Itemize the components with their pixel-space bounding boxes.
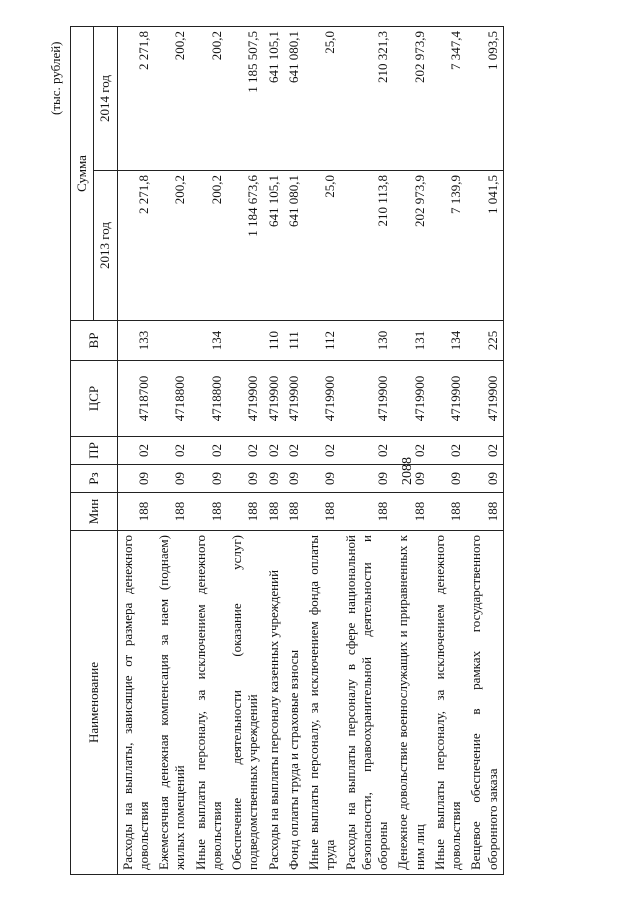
budget-table (70, 26, 504, 875)
cell-min: 188 (466, 493, 503, 531)
cell-csr: 4718800 (191, 361, 228, 437)
cell-2013: 641 105,1 (264, 171, 284, 321)
cell-2014: 1 093,5 (466, 27, 503, 171)
table-row (227, 27, 264, 875)
cell-pr: 02 (466, 437, 503, 465)
header-sum: Сумма (71, 27, 94, 321)
cell-2014: 210 321,3 (341, 27, 394, 171)
cell-2014: 25,0 (304, 27, 341, 171)
header-name: Наименование (71, 531, 118, 875)
cell-vr: 111 (284, 321, 304, 361)
cell-pr: 02 (117, 437, 154, 465)
cell-vr: 225 (466, 321, 503, 361)
cell-name: Иные выплаты персоналу, за исключением денежного довольствия (430, 531, 467, 875)
cell-2014: 202 973,9 (393, 27, 430, 171)
cell-min: 188 (264, 493, 284, 531)
cell-csr: 4718700 (117, 361, 154, 437)
cell-pr: 02 (191, 437, 228, 465)
header-year-2014: 2014 год (94, 27, 117, 171)
cell-2014: 1 185 507,5 (227, 27, 264, 171)
cell-vr: 134 (191, 321, 228, 361)
cell-csr: 4719900 (264, 361, 284, 437)
cell-name: Расходы на выплаты персоналу в сфере национальной безопасности, правоохранительной деятельности и обороны (341, 531, 394, 875)
cell-2013: 200,2 (154, 171, 191, 321)
cell-rz: 09 (154, 465, 191, 493)
cell-rz: 09 (284, 465, 304, 493)
cell-name: Иные выплаты персоналу, за исключением денежного довольствия (191, 531, 228, 875)
cell-min: 188 (284, 493, 304, 531)
cell-2014: 2 271,8 (117, 27, 154, 171)
cell-csr: 4719900 (304, 361, 341, 437)
cell-name: Расходы на выплаты персоналу казенных учреждений (264, 531, 284, 875)
table-row (466, 27, 503, 875)
cell-min: 188 (154, 493, 191, 531)
cell-min: 188 (191, 493, 228, 531)
cell-2014: 200,2 (154, 27, 191, 171)
cell-name: Расходы на выплаты, зависящие от размера денежного довольствия (117, 531, 154, 875)
cell-2013: 202 973,9 (393, 171, 430, 321)
table-row (430, 27, 467, 875)
cell-vr: 112 (304, 321, 341, 361)
cell-2013: 641 080,1 (284, 171, 304, 321)
header-rz: Рз (71, 465, 118, 493)
cell-2014: 200,2 (191, 27, 228, 171)
cell-name: Иные выплаты персоналу, за исключением фонда оплаты труда (304, 531, 341, 875)
table-row (154, 27, 191, 875)
table-row (341, 27, 394, 875)
cell-vr (154, 321, 191, 361)
cell-min: 188 (117, 493, 154, 531)
cell-rz: 09 (430, 465, 467, 493)
cell-pr: 02 (264, 437, 284, 465)
cell-name: Фонд оплаты труда и страховые взносы (284, 531, 304, 875)
cell-pr: 02 (341, 437, 394, 465)
cell-vr: 130 (341, 321, 394, 361)
cell-pr: 02 (154, 437, 191, 465)
header-row (71, 27, 94, 875)
cell-pr: 02 (430, 437, 467, 465)
cell-vr: 134 (430, 321, 467, 361)
cell-rz: 09 (227, 465, 264, 493)
cell-vr (227, 321, 264, 361)
header-csr: ЦСР (71, 361, 118, 437)
cell-rz: 09 (466, 465, 503, 493)
cell-name: Вещевое обеспечение в рамках государственного оборонного заказа (466, 531, 503, 875)
cell-rz: 09 (264, 465, 284, 493)
cell-2013: 200,2 (191, 171, 228, 321)
cell-2014: 641 080,1 (284, 27, 304, 171)
cell-vr: 110 (264, 321, 284, 361)
cell-name: Ежемесячная денежная компенсация за наем (поднаем) жилых помещений (154, 531, 191, 875)
cell-2013: 2 271,8 (117, 171, 154, 321)
cell-pr: 02 (393, 437, 430, 465)
cell-pr: 02 (304, 437, 341, 465)
table-row (304, 27, 341, 875)
cell-csr: 4719900 (341, 361, 394, 437)
cell-name: Обеспечение деятельности (оказание услуг) подведомственных учреждений (227, 531, 264, 875)
header-year-2013: 2013 год (94, 171, 117, 321)
cell-pr: 02 (227, 437, 264, 465)
cell-csr: 4719900 (430, 361, 467, 437)
cell-name: Денежное довольствие военнослужащих и приравненных к ним лиц (393, 531, 430, 875)
cell-2013: 1 184 673,6 (227, 171, 264, 321)
cell-rz: 09 (191, 465, 228, 493)
cell-csr: 4719900 (284, 361, 304, 437)
table-row (117, 27, 154, 875)
table-row (393, 27, 430, 875)
cell-min: 188 (304, 493, 341, 531)
cell-2014: 641 105,1 (264, 27, 284, 171)
cell-2013: 210 113,8 (341, 171, 394, 321)
cell-vr: 133 (117, 321, 154, 361)
cell-2014: 7 347,4 (430, 27, 467, 171)
cell-2013: 25,0 (304, 171, 341, 321)
cell-vr: 131 (393, 321, 430, 361)
cell-min: 188 (393, 493, 430, 531)
page-number: 2088 (400, 457, 415, 485)
cell-rz: 09 (304, 465, 341, 493)
cell-csr: 4719900 (227, 361, 264, 437)
cell-min: 188 (430, 493, 467, 531)
header-vr: ВР (71, 321, 118, 361)
header-min: Мин (71, 493, 118, 531)
cell-2013: 1 041,5 (466, 171, 503, 321)
cell-rz: 09 (393, 465, 430, 493)
cell-csr: 4719900 (393, 361, 430, 437)
cell-min: 188 (341, 493, 394, 531)
cell-pr: 02 (284, 437, 304, 465)
cell-csr: 4718800 (154, 361, 191, 437)
units-label: (тыс. рублей) (48, 41, 63, 115)
cell-csr: 4719900 (466, 361, 503, 437)
cell-rz: 09 (117, 465, 154, 493)
cell-min: 188 (227, 493, 264, 531)
table-row (264, 27, 284, 875)
cell-rz: 09 (341, 465, 394, 493)
table-row (191, 27, 228, 875)
table-row (284, 27, 304, 875)
cell-2013: 7 139,9 (430, 171, 467, 321)
header-pr: ПР (71, 437, 118, 465)
